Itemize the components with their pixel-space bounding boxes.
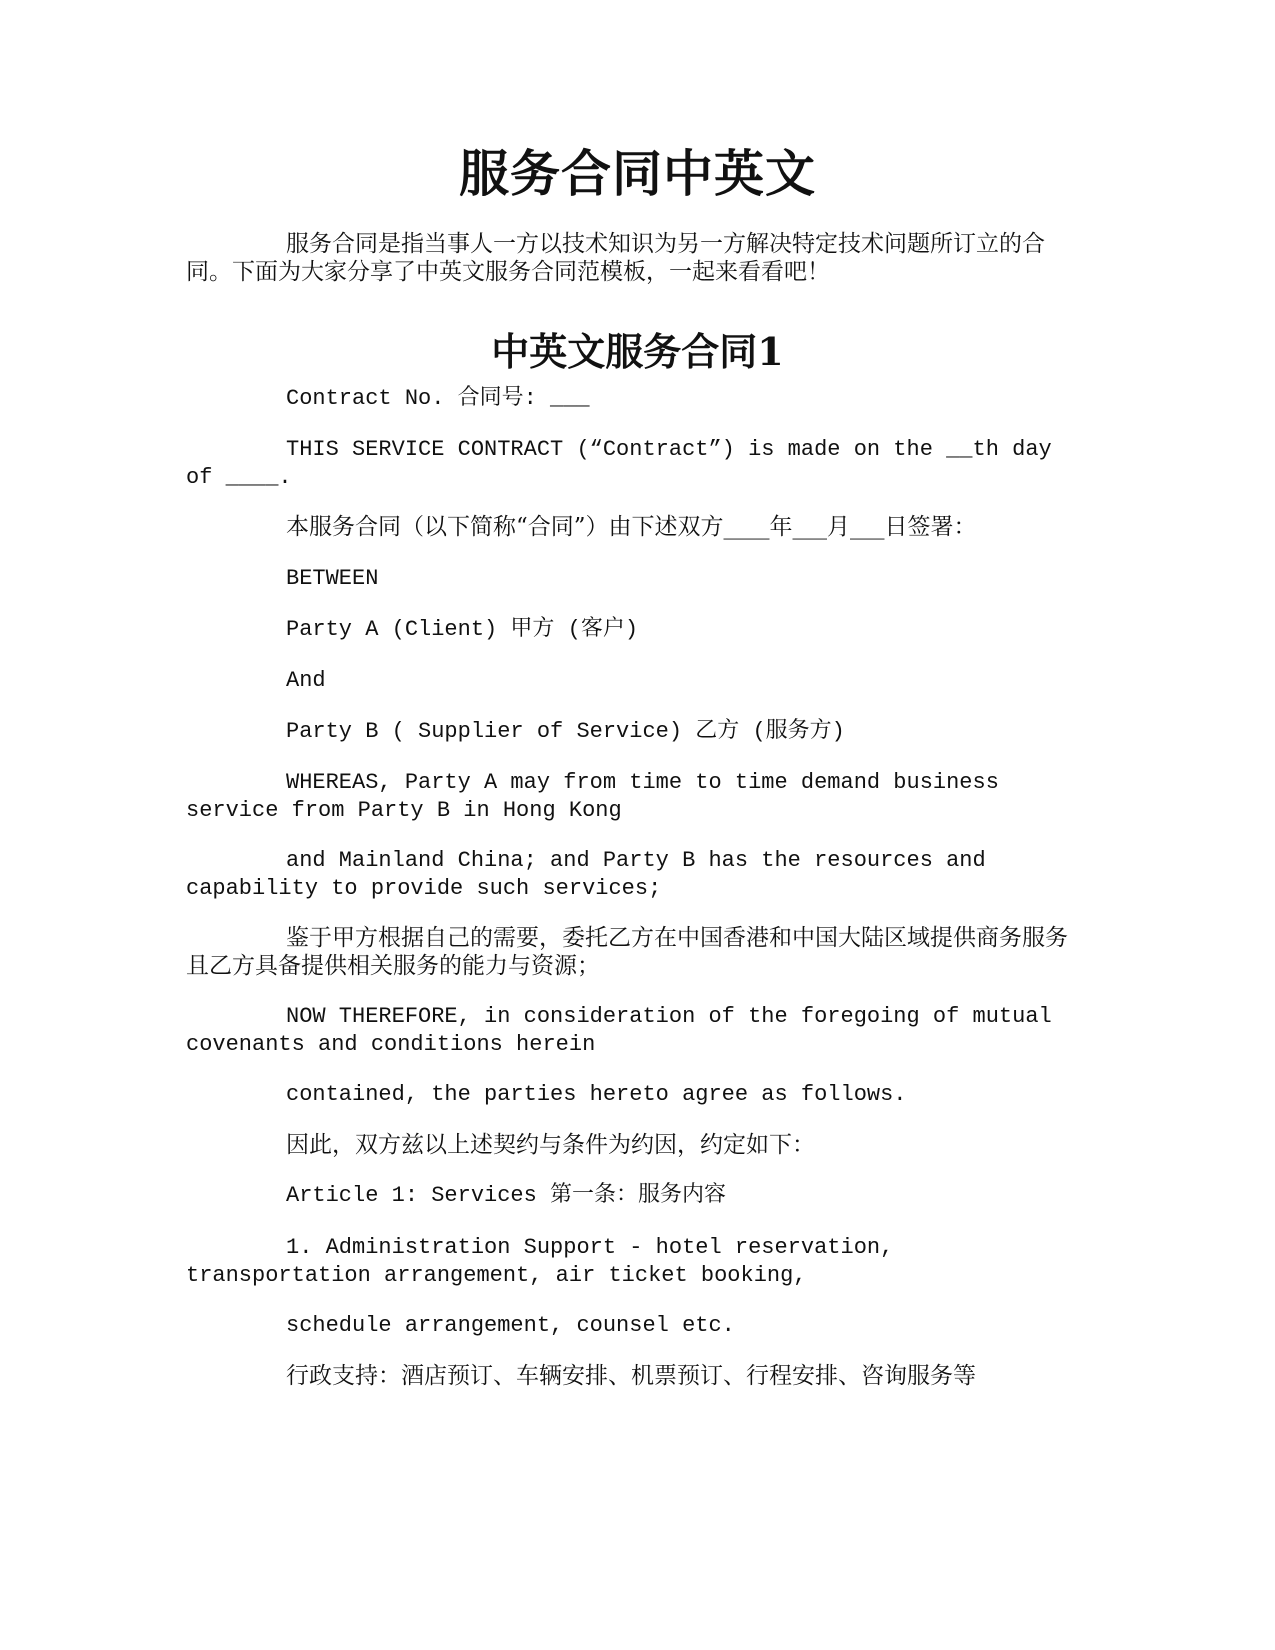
whereas-paragraph-1: WHEREAS, Party A may from time to time demand business service from Party B in Hong Kong — [186, 770, 999, 823]
contract-number: Contract No. 合同号: ___ — [286, 386, 590, 411]
document-title: 服务合同中英文 — [459, 144, 816, 203]
whereas-paragraph-cn: 鉴于甲方根据自己的需要，委托乙方在中国香港和中国大陆区域提供商务服务且乙方具备提供相关服务的能力与资源； — [186, 925, 1068, 979]
between-label: BETWEEN — [286, 566, 379, 591]
article-1-heading: Article 1: Services 第一条：服务内容 — [286, 1183, 727, 1208]
therefore-paragraph-cn: 因此，双方兹以上述契约与条件为约因，约定如下： — [286, 1132, 815, 1158]
whereas-paragraph-2: and Mainland China; and Party B has the resources and capability to provide such services; — [186, 848, 986, 901]
party-a: Party A (Client) 甲方 (客户) — [286, 617, 639, 642]
contract-date-en: THIS SERVICE CONTRACT (“Contract”) is made on the __th day of ____. — [186, 437, 1052, 490]
and-label: And — [286, 668, 326, 693]
section-title: 中英文服务合同1 — [491, 329, 784, 374]
service-item-1-continued: schedule arrangement, counsel etc. — [286, 1313, 735, 1338]
therefore-paragraph-1: NOW THEREFORE, in consideration of the foregoing of mutual covenants and conditions herein — [186, 1004, 1052, 1057]
service-item-1-cn: 行政支持：酒店预订、车辆安排、机票预订、行程安排、咨询服务等 — [286, 1363, 976, 1389]
contract-date-cn: 本服务合同（以下简称“合同”）由下述双方____年___月___日签署： — [286, 514, 977, 540]
party-b: Party B ( Supplier of Service) 乙方 (服务方) — [286, 719, 845, 744]
service-item-1: 1. Administration Support - hotel reservation, transportation arrangement, air ticket booking, — [186, 1235, 894, 1288]
intro-paragraph: 服务合同是指当事人一方以技术知识为另一方解决特定技术问题所订立的合同。下面为大家分享了中英文服务合同范模板，一起来看看吧！ — [186, 231, 1045, 285]
therefore-paragraph-2: contained, the parties hereto agree as follows. — [286, 1082, 907, 1107]
